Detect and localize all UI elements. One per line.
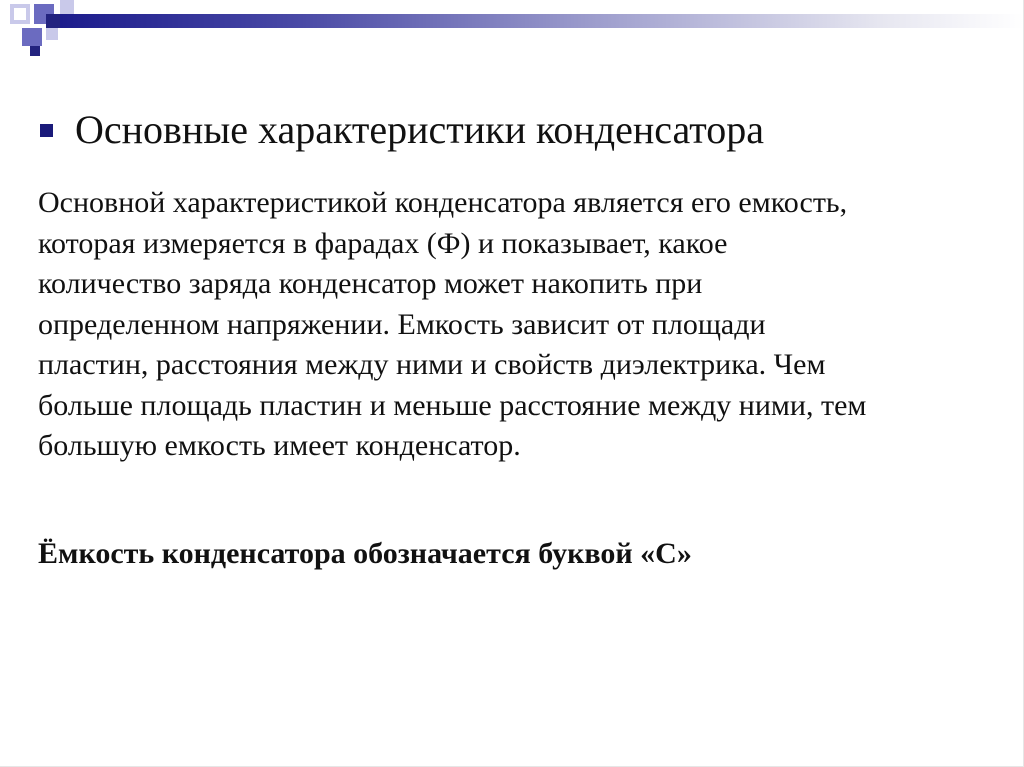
body-line: пластин, расстояния между ними и свойств диэлектрика. Чем [38,348,826,381]
body-line: большую емкость имеет конденсатор. [38,429,521,462]
body-paragraph [38,183,998,467]
slide-title: Основные характеристики конденсатора [75,107,764,152]
decoration-square [46,14,60,28]
decoration-square [46,28,58,40]
decoration-square [60,0,74,14]
header-decoration-bar [60,14,1024,28]
square-bullet-icon [40,124,53,137]
body-line: больше площадь пластин и меньше расстояние между ними, тем [38,388,867,422]
body-line: определенном напряжении. Емкость зависит от площади [38,307,766,341]
decoration-square [14,8,26,20]
decoration-square [30,46,40,56]
title-row [40,104,993,156]
body-line: которая измеряется в фарадах (Ф) и показывает, какое [38,226,728,260]
emphasis-statement: Ёмкость конденсатора обозначается буквой «С» [38,537,692,570]
decoration-square [22,28,42,46]
body-line: количество заряда конденсатор может накопить при [38,267,703,300]
body-line: Основной характеристикой конденсатора является его емкость, [38,186,848,219]
